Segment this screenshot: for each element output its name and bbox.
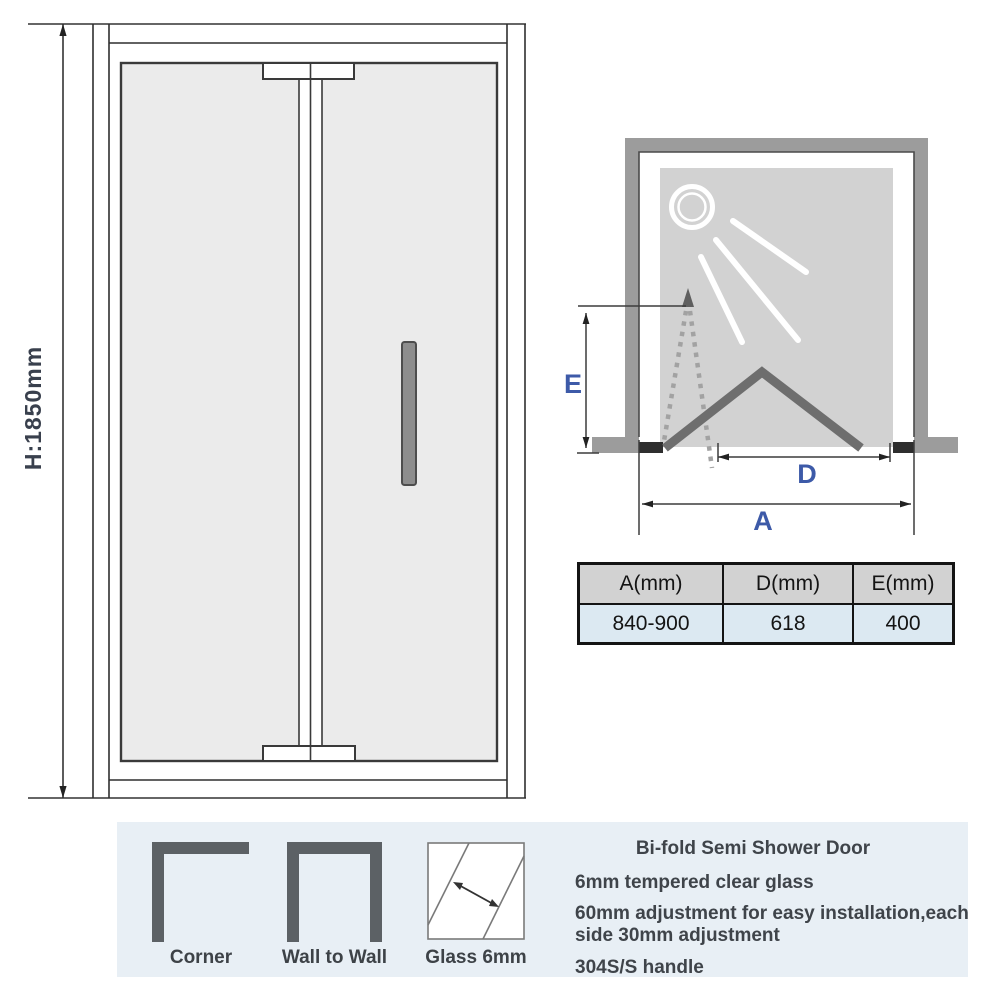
value-d: 618 <box>723 604 853 644</box>
legend-label-glass-6mm: Glass 6mm <box>425 947 527 968</box>
arrow-up-icon <box>583 313 590 324</box>
product-title: Bi-fold Semi Shower Door <box>635 838 871 859</box>
spec-table-value-row <box>579 604 954 644</box>
header-e: E(mm) <box>853 564 954 605</box>
legend-label-corner: Corner <box>169 947 233 968</box>
dim-label-d: D <box>797 459 817 489</box>
header-a: A(mm) <box>579 564 724 605</box>
shower-glass-area <box>660 168 893 447</box>
value-a: 840-900 <box>579 604 724 644</box>
left-wall-profile <box>639 442 663 453</box>
dim-label-a: A <box>753 506 773 536</box>
spec-table-header-row <box>579 564 954 605</box>
wall-to-wall-icon <box>287 842 382 942</box>
arrow-down-icon <box>583 437 590 448</box>
header-d: D(mm) <box>723 564 853 605</box>
glass-thickness-icon <box>427 842 525 940</box>
arrow-right-icon <box>900 501 911 508</box>
arrow-up-icon <box>59 24 66 36</box>
legend-label-wall-to-wall: Wall to Wall <box>281 947 388 968</box>
height-dimension-label: H:1850mm <box>20 345 46 471</box>
right-wall-profile <box>893 442 914 453</box>
info-panel <box>117 822 968 977</box>
spec-table <box>577 562 955 645</box>
top-view-drawing <box>555 95 1000 555</box>
feature-adjustment-line2: side 30mm adjustment <box>575 925 780 946</box>
bottom-hinge-bracket <box>263 746 355 761</box>
feature-glass: 6mm tempered clear glass <box>575 872 814 893</box>
front-view-drawing <box>0 0 560 820</box>
dim-label-e: E <box>563 369 582 399</box>
feature-adjustment-line1: 60mm adjustment for easy installation,each <box>575 903 969 924</box>
feature-handle: 304S/S handle <box>575 957 704 978</box>
arrow-right-icon <box>879 454 890 461</box>
top-hinge-bracket <box>263 63 354 79</box>
arrow-left-icon <box>718 454 729 461</box>
value-e: 400 <box>853 604 954 644</box>
arrow-down-icon <box>59 786 66 798</box>
arrow-left-icon <box>642 501 653 508</box>
door-handle <box>402 342 416 485</box>
corner-icon <box>152 842 250 942</box>
